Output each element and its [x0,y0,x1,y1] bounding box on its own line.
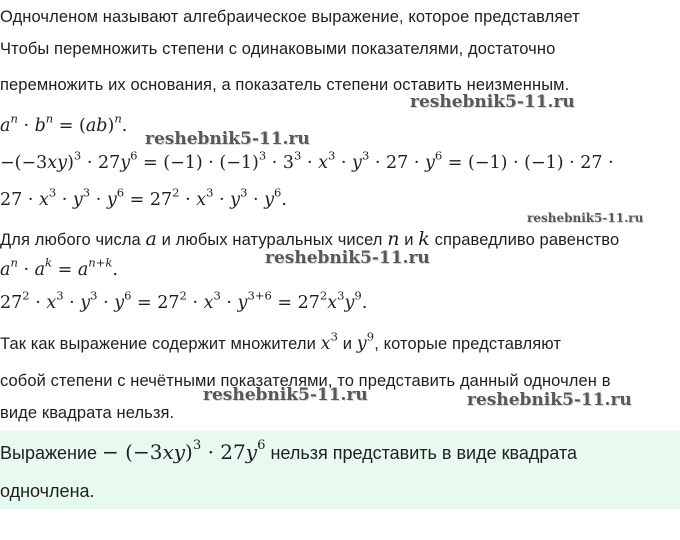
watermark: reshebnik5-11.ru [467,390,632,410]
text-line-9: собой степени с нечётными показателями, то представить данный одночлен в [0,372,611,390]
formula-power-rule: $a^n \cdot a^k = a^{n+k}$. [0,255,118,280]
answer-line-1: Выражение − $(-3xy)^3 \cdot 27y^6$ нельзя представить в виде квадрата [0,438,578,464]
text-line-10: виде квадрата нельзя. [0,404,175,422]
answer-line-2: одночлена. [0,481,95,501]
watermark: reshebnik5-11.ru [527,211,644,225]
text-line-8: Так как выражение содержит множители $x^3$ и $y^9$, которые представляют [0,329,562,354]
formula-product-rule: $a^n \cdot b^n = (ab)^n$. [0,111,128,136]
watermark: reshebnik5-11.ru [145,129,310,149]
formula-result: $27^2 \cdot x^3 \cdot y^3 \cdot y^6 = 27^2 \cdot x^3 \cdot y^{3+6} = 27^2x^3y^9$. [0,288,368,313]
watermark: reshebnik5-11.ru [410,92,575,112]
formula-expansion-1: $-(-3xy)^3 \cdot 27y^6 = (-1) \cdot (-1)^3 \cdot 3^3 \cdot x^3 \cdot y^3 \cdot 27 \cdot y^6 = (-1) \cdot (-1) \cdot 27$ · [0,148,614,173]
text-line-3: перемножить их основания, а показатель степени оставить неизменным. [0,76,570,94]
watermark: reshebnik5-11.ru [265,248,430,268]
formula-expansion-2: $27 \cdot x^3 \cdot y^3 \cdot y^6 = 27^2 \cdot x^3 \cdot y^3 \cdot y^6$. [0,185,287,210]
text-line-2: Чтобы перемножить степени с одинаковыми показателями, достаточно [0,40,556,58]
text-line-1: Одночленом называют алгебраическое выражение, которое представляет [0,8,580,26]
text-line-5: Для любого числа a и любых натуральных чисел n и k справедливо равенство [0,228,620,250]
watermark: reshebnik5-11.ru [203,385,368,405]
